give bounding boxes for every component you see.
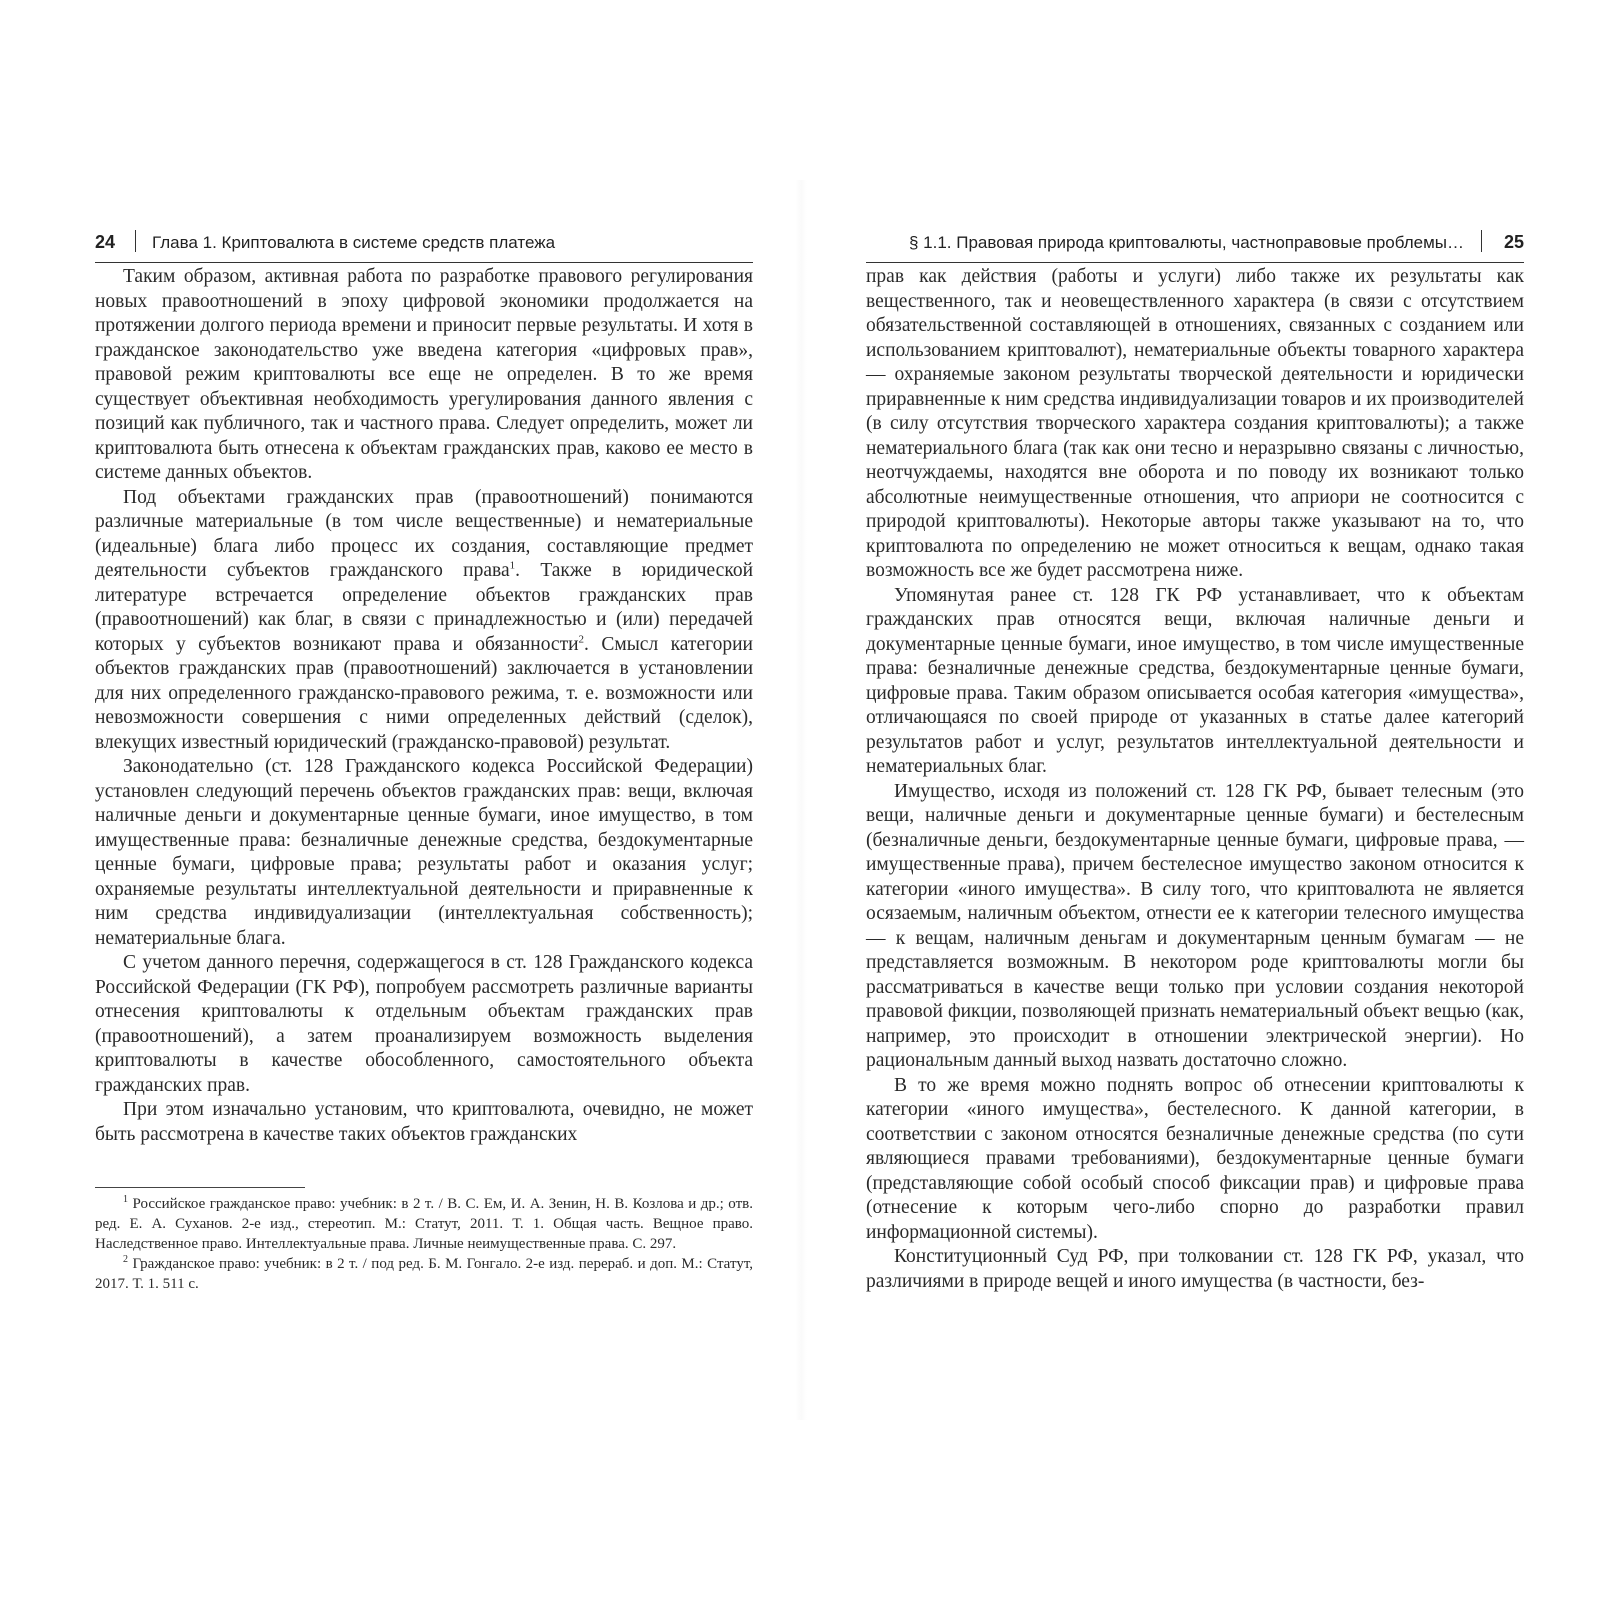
left-page: [95, 228, 753, 1294]
chapter-title: Глава 1. Криптовалюта в системе средств платежа: [152, 233, 556, 252]
paragraph: С учетом данного перечня, содержащегося в ст. 128 Гражданского кодекса Российской Федерации (ГК РФ), попробуем рассмотреть различные варианты отнесения криптовалюты к отдельным объектам гражданских прав (правоотношений), а затем проанализируем возможность выделения криптовалюты в качестве обособленного, самостоятельного объекта гражданских прав.: [95, 952, 753, 1096]
left-page-number: 24: [95, 232, 116, 252]
footnote-ref[interactable]: 2: [578, 633, 585, 645]
paragraph: Конституционный Суд РФ, при толковании ст. 128 ГК РФ, указал, что различиями в природе вещей и иного имущества (в частности, без-: [866, 1246, 1524, 1292]
paragraph-text: . Смысл категории объектов гражданских прав (правоотношений) заключается в установлении для них определенного гражданско-правового режима, т. е. возможности или невозможности совершения с ними определенных действий (сделок), влекущих известный юридический (гражданско-правовой) результат.: [95, 633, 753, 753]
paragraph-text: Под объектами гражданских прав (правоотношений) понимаются различные материальные (в том числе вещественные) и нематериальные (идеальные) блага либо процесс их создания, составляющие предмет деятельности субъектов гражданского права: [95, 486, 753, 581]
paragraph: Упомянутая ранее ст. 128 ГК РФ устанавливает, что к объектам гражданских прав относятся вещи, включая наличные деньги и документарные ценные бумаги, иное имущество, в том числе имущественные права: безналичные денежные средства, бездокументарные ценные бумаги, цифровые права. Таким образом описывается особая категория «имущества», отличающаяся по своей природе от указанных в статье далее категорий результатов работ и услуг, результатов интеллектуальной деятельности и нематериальных благ.: [866, 584, 1524, 777]
section-title: § 1.1. Правовая природа криптовалюты, частноправовые проблемы…: [908, 233, 1464, 252]
paragraph-text: . Также в юридической литературе встречается определение объектов гражданских прав (правоотношений) как благ, в связи с принадлежностью и (или) передачей которых у субъектов возникают права и обязанности: [95, 560, 754, 655]
footnote: [95, 1254, 753, 1294]
right-page-number: 25: [1503, 232, 1524, 252]
footnote-rule: [95, 1187, 305, 1188]
footnote-mark: 1: [123, 1194, 128, 1205]
footnote-text: Гражданское право: учебник: в 2 т. / под ред. Б. М. Гонгало. 2-е изд. перераб. и доп. М.: Статут, 2017. Т. 1. 511 с.: [95, 1256, 753, 1292]
paragraph-continuation: прав как действия (работы и услуги) либо также их результаты как вещественного, так и неовеществленного характера (в связи с отсутствием обязательственной составляющей в отношениях, связанных с созданием или использованием криптовалют), нематериальные объекты товарного характера — охраняемые законом результаты творческой деятельности и юридически приравненные к ним средства индивидуализации товаров и их производителей (в силу отсутствия творческого характера создания криптовалюты); а также нематериального блага (так как они тесно и неразрывно связаны с личностью, неотчуждаемы, находятся вне оборота и по поводу их возникают только абсолютные неимущественные отношения, что априори не соотносится с природой криптовалюты). Некоторые авторы также указывают на то, что криптовалюта по определению не может относиться к вещам, однако такая возможность все же будет рассмотрена ниже.: [866, 266, 1524, 581]
footnote-mark: 2: [123, 1254, 128, 1265]
paragraph: Законодательно (ст. 128 Гражданского кодекса Российской Федерации) установлен следующий перечень объектов гражданских прав: вещи, включая наличные деньги и документарные ценные бумаги, иное имущество, в том имущественные права: безналичные денежные средства, бездокументарные ценные бумаги, цифровые права; результаты работ и оказания услуг; охраняемые результаты интеллектуальной деятельности и приравненные к ним средства индивидуализации (интеллектуальная собственность); нематериальные блага.: [95, 756, 753, 949]
running-head-separator: [135, 230, 136, 252]
left-running-head: [95, 228, 753, 263]
running-head-separator: [1481, 230, 1482, 252]
right-body-text: [866, 265, 1524, 1294]
paragraph: Имущество, исходя из положений ст. 128 ГК РФ, бывает телесным (это вещи, наличные деньги и документарные ценные бумаги) и бестелесным (безналичные деньги, бездокументарные ценные бумаги, цифровые права, — имущественные права), причем бестелесное имущество законом относится к категории «иного имущества». В силу того, что криптовалюта не является осязаемым, наличным объектом, отнести ее к категории телесного имущества — к вещам, наличным деньгам и документарным ценным бумагам — не представляется возможным. В некотором роде криптовалюты могли бы рассматриваться в качестве вещи только при условии создания некоторой правовой фикции, позволяющей признать нематериальный объект вещью (как, например, это происходит в отношении электрической энергии). Но рациональным данный выход назвать достаточно сложно.: [866, 780, 1524, 1071]
left-body-text: [95, 265, 753, 1147]
gutter: [795, 180, 807, 1420]
paragraph: Таким образом, активная работа по разработке правового регулирования новых правоотношений в эпоху цифровой экономики продолжается на протяжении долгого периода времени и приносит первые результаты. И хотя в гражданское законодательство уже введена категория «цифровых прав», правовой режим криптовалюты все еще не определен. В то же время существует объективная необходимость урегулирования данного явления с позиций как публичного, так и частного права. Следует определить, может ли криптовалюта быть отнесена к объектам гражданских прав, каково ее место в системе данных объектов.: [95, 266, 753, 483]
footnotes: [95, 1194, 753, 1294]
right-page: [866, 228, 1524, 1294]
footnote-ref[interactable]: 1: [509, 559, 516, 572]
paragraph: При этом изначально установим, что криптовалюта, очевидно, не может быть рассмотрена в качестве таких объектов гражданских: [95, 1099, 753, 1145]
right-running-head: [866, 228, 1524, 263]
paragraph: В то же время можно поднять вопрос об отнесении криптовалюты к категории «иного имущества», бестелесного. К данной категории, в соответствии с законом относятся безналичные денежные средства (по сути являющиеся правами требованиями), бездокументарные ценные бумаги (представляющие собой особый способ фиксации прав) и цифровые права (отнесение к которым чего-либо спорно до разработки правил информационной системы).: [866, 1074, 1524, 1243]
footnote-text: Российское гражданское право: учебник: в 2 т. / В. С. Ем, И. А. Зенин, Н. В. Козлова и др.; отв. ред. Е. А. Суханов. 2-е изд., стереотип. М.: Статут, 2011. Т. 1. Общая часть. Вещное право. Наследственное право. Интеллектуальные права. Личные неимущественные права. С. 297.: [95, 1196, 754, 1252]
footnote: [95, 1194, 753, 1254]
paragraph: [95, 486, 753, 756]
